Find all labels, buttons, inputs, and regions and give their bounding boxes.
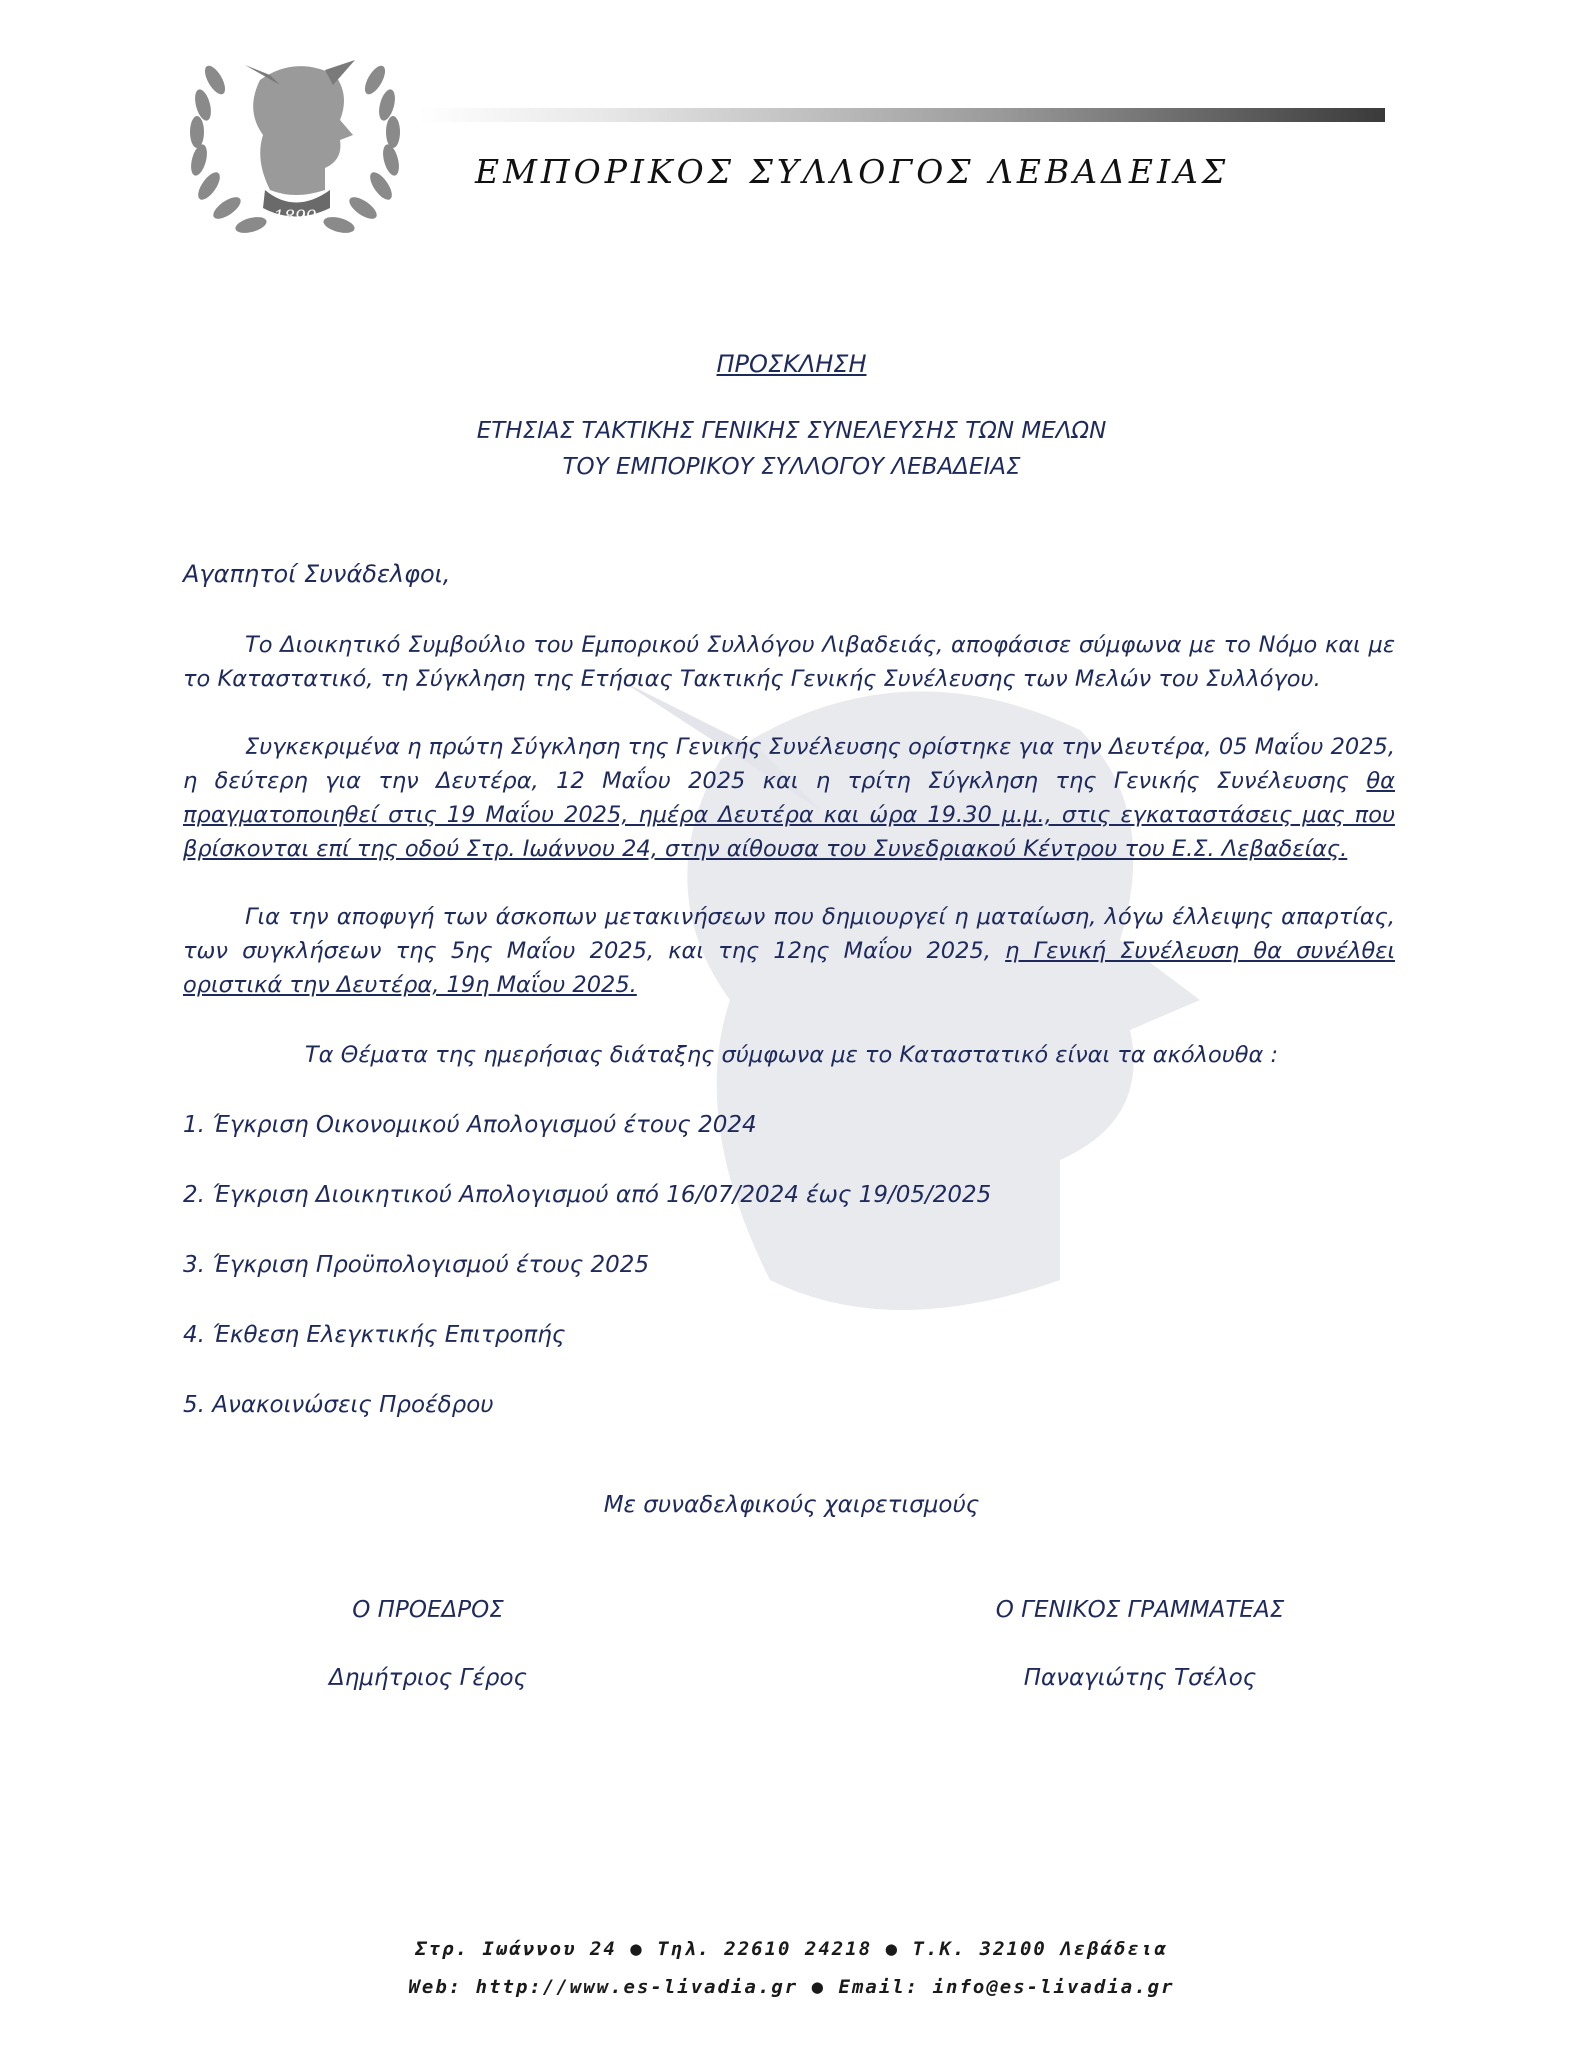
president-name: Δημήτριος Γέρος — [328, 1665, 528, 1691]
agenda-item: 5. Ανακοινώσεις Προέδρου — [183, 1392, 494, 1418]
paragraph-final-meeting-emphasis: η Γενική Συνέλευση θα συνέλθει οριστικά την Δευτέρα, 19η Μαΐου 2025. — [183, 938, 1396, 998]
header-gradient-bar — [420, 108, 1385, 122]
secretary-name: Παναγιώτης Τσέλος — [1023, 1665, 1257, 1691]
organization-title: ΕΜΠΟΡΙΚΟΣ ΣΥΛΛΟΓΟΣ ΛΕΒΑΔΕΙΑΣ — [475, 152, 1230, 191]
footer-contact: Web: http://www.es-livadia.gr ● Email: info@es-livadia.gr — [408, 1976, 1175, 1998]
paragraph-decision-text: Το Διοικητικό Συμβούλιο του Εμπορικού Συλλόγου Λιβαδειάς, αποφάσισε σύμφωνα με το Νόμο και με το Καταστατικό, τη Σύγκληση της Ετήσιας Τακτικής Γενικής Συνέλευσης των Μελών του Συλλόγου. — [183, 632, 1395, 692]
secretary-role: Ο ΓΕΝΙΚΟΣ ΓΡΑΜΜΑΤΕΑΣ — [995, 1597, 1285, 1623]
agenda-item: 3. Έγκριση Προϋπολογισμού έτους 2025 — [183, 1252, 650, 1278]
document-subtitle-line2: ΤΟΥ ΕΜΠΟΡΙΚΟΥ ΣΥΛΛΟΓΟΥ ΛΕΒΑΔΕΙΑΣ — [562, 454, 1021, 480]
paragraph-final-meeting — [183, 900, 1395, 1002]
paragraph-meeting-dates-emphasis: θα πραγματοποιηθεί στις 19 Μαΐου 2025, ημέρα Δευτέρα και ώρα 19.30 μ.μ., στις εγκαταστάσεις μας που βρίσκονται επί της οδού Στρ. Ιωάννου 24, στην αίθουσα του Συνεδριακού Κέντρου του Ε.Σ. Λεβαδείας. — [183, 768, 1395, 862]
footer-address: Στρ. Ιωάννου 24 ● Τηλ. 22610 24218 ● Τ.Κ. 32100 Λεβάδεια — [415, 1938, 1168, 1960]
paragraph-meeting-dates-text: Συγκεκριμένα η πρώτη Σύγκληση της Γενικής Συνέλευσης ορίστηκε για την Δευτέρα, 05 Μαΐου 2025, η δεύτερη για την Δευτέρα, 12 Μαΐου 2025 και η τρίτη Σύγκληση της Γενικής Συνέλευσης — [183, 734, 1395, 794]
paragraph-meeting-dates — [183, 730, 1395, 866]
agenda-intro: Τα Θέματα της ημερήσιας διάταξης σύμφωνα με το Καταστατικό είναι τα ακόλουθα : — [304, 1042, 1279, 1068]
closing-salutation: Με συναδελφικούς χαιρετισμούς — [603, 1492, 980, 1518]
greeting: Αγαπητοί Συνάδελφοι, — [183, 560, 451, 588]
president-role: Ο ΠΡΟΕΔΡΟΣ — [352, 1597, 504, 1623]
association-logo — [175, 40, 415, 250]
paragraph-final-meeting-text: Για την αποφυγή των άσκοπων μετακινήσεων που δημιουργεί η ματαίωση, λόγω έλλειψης απαρτίας, των συγκλήσεων της 5ης Μαΐου 2025, και της 12ης Μαΐου 2025, — [183, 904, 1395, 964]
svg-text:1899: 1899 — [273, 207, 317, 227]
paragraph-decision — [183, 628, 1395, 696]
agenda-item: 1. Έγκριση Οικονομικού Απολογισμού έτους 2024 — [183, 1112, 757, 1138]
agenda-item: 4. Έκθεση Ελεγκτικής Επιτροπής — [183, 1322, 566, 1348]
agenda-item: 2. Έγκριση Διοικητικού Απολογισμού από 16/07/2024 έως 19/05/2025 — [183, 1182, 992, 1208]
document-subtitle-line1: ΕΤΗΣΙΑΣ ΤΑΚΤΙΚΗΣ ΓΕΝΙΚΗΣ ΣΥΝΕΛΕΥΣΗΣ ΤΩΝ ΜΕΛΩΝ — [476, 418, 1107, 444]
document-title: ΠΡΟΣΚΛΗΣΗ — [716, 350, 867, 378]
